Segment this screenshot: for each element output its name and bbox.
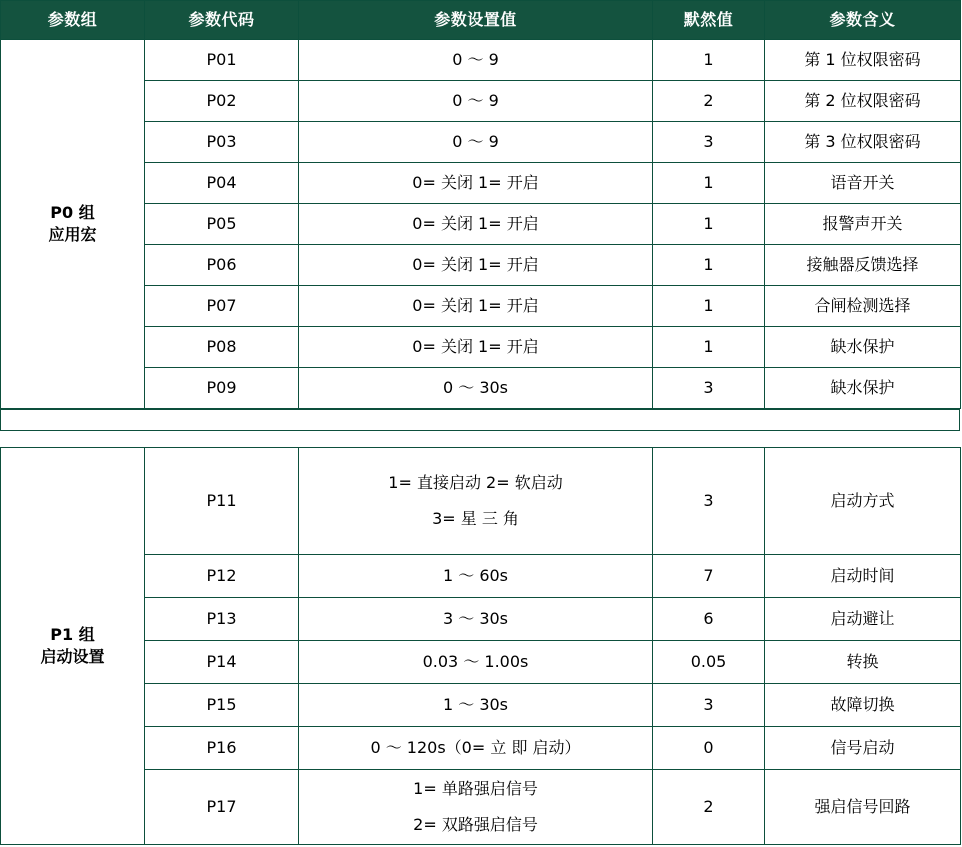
cell-code: P03 — [145, 122, 299, 163]
table-section-divider — [0, 409, 960, 431]
cell-meaning: 启动时间 — [765, 555, 961, 598]
group-label-p0-line1: P0 组 — [50, 203, 95, 223]
cell-value — [299, 770, 653, 845]
cell-code: P07 — [145, 286, 299, 327]
group-label-p1 — [1, 448, 145, 845]
cell-default: 6 — [653, 598, 765, 641]
group-label-p0 — [1, 40, 145, 409]
cell-default: 2 — [653, 81, 765, 122]
table-row — [1, 81, 961, 122]
header-param-code: 参数代码 — [145, 1, 299, 40]
table-row — [1, 555, 961, 598]
table-row — [1, 598, 961, 641]
table-header-row — [1, 1, 961, 40]
cell-meaning: 缺水保护 — [765, 368, 961, 409]
table-row — [1, 727, 961, 770]
cell-default: 1 — [653, 163, 765, 204]
table-row — [1, 448, 961, 555]
header-param-default: 默然值 — [653, 1, 765, 40]
table-row — [1, 327, 961, 368]
cell-meaning: 报警声开关 — [765, 204, 961, 245]
cell-default: 3 — [653, 368, 765, 409]
cell-code: P13 — [145, 598, 299, 641]
cell-value: 0.03 ～ 1.00s — [299, 641, 653, 684]
cell-value-line: 1= 单路强启信号 — [413, 779, 538, 799]
cell-default: 0.05 — [653, 641, 765, 684]
cell-code: P04 — [145, 163, 299, 204]
cell-meaning: 强启信号回路 — [765, 770, 961, 845]
cell-meaning: 信号启动 — [765, 727, 961, 770]
cell-code: P08 — [145, 327, 299, 368]
cell-meaning: 启动避让 — [765, 598, 961, 641]
table-row — [1, 286, 961, 327]
cell-code: P05 — [145, 204, 299, 245]
cell-value: 0 ～ 9 — [299, 81, 653, 122]
cell-meaning: 第 3 位权限密码 — [765, 122, 961, 163]
cell-code: P01 — [145, 40, 299, 81]
cell-value: 0 ～ 9 — [299, 122, 653, 163]
cell-meaning: 缺水保护 — [765, 327, 961, 368]
parameter-table-group-p0 — [0, 0, 961, 409]
table-section-whitespace — [0, 431, 960, 447]
table-row — [1, 641, 961, 684]
cell-code: P14 — [145, 641, 299, 684]
cell-meaning: 故障切换 — [765, 684, 961, 727]
cell-code: P15 — [145, 684, 299, 727]
table-body-p1 — [1, 448, 961, 845]
cell-default: 0 — [653, 727, 765, 770]
cell-code: P02 — [145, 81, 299, 122]
cell-meaning: 语音开关 — [765, 163, 961, 204]
cell-default: 2 — [653, 770, 765, 845]
cell-value: 0= 关闭 1= 开启 — [299, 245, 653, 286]
cell-code: P16 — [145, 727, 299, 770]
cell-value: 1 ～ 60s — [299, 555, 653, 598]
table-row — [1, 122, 961, 163]
table-row — [1, 684, 961, 727]
cell-value: 0 ～ 120s（0= 立 即 启动） — [299, 727, 653, 770]
cell-default: 3 — [653, 122, 765, 163]
cell-meaning: 第 2 位权限密码 — [765, 81, 961, 122]
cell-value: 0= 关闭 1= 开启 — [299, 327, 653, 368]
cell-value-line: 2= 双路强启信号 — [413, 815, 538, 834]
cell-meaning: 接触器反馈选择 — [765, 245, 961, 286]
cell-value-line: 1= 直接启动 2= 软启动 — [388, 473, 563, 493]
cell-default: 1 — [653, 286, 765, 327]
cell-value: 0= 关闭 1= 开启 — [299, 163, 653, 204]
cell-value — [299, 448, 653, 555]
cell-value: 3 ～ 30s — [299, 598, 653, 641]
table-row — [1, 245, 961, 286]
cell-meaning: 合闸检测选择 — [765, 286, 961, 327]
cell-value-line: 3= 星 三 角 — [432, 509, 519, 528]
header-param-meaning: 参数含义 — [765, 1, 961, 40]
table-row — [1, 40, 961, 81]
cell-default: 7 — [653, 555, 765, 598]
table-row — [1, 163, 961, 204]
cell-meaning: 启动方式 — [765, 448, 961, 555]
cell-code: P06 — [145, 245, 299, 286]
table-row — [1, 368, 961, 409]
group-label-p0-line2: 应用宏 — [48, 225, 97, 244]
cell-value: 0= 关闭 1= 开启 — [299, 286, 653, 327]
table-row — [1, 204, 961, 245]
cell-default: 3 — [653, 684, 765, 727]
group-label-p1-line2: 启动设置 — [40, 647, 105, 666]
cell-code: P09 — [145, 368, 299, 409]
cell-default: 1 — [653, 327, 765, 368]
cell-value: 0= 关闭 1= 开启 — [299, 204, 653, 245]
cell-default: 1 — [653, 40, 765, 81]
cell-default: 3 — [653, 448, 765, 555]
header-param-value: 参数设置值 — [299, 1, 653, 40]
cell-code: P11 — [145, 448, 299, 555]
cell-code: P17 — [145, 770, 299, 845]
parameter-table-group-p1 — [0, 447, 961, 845]
header-param-group: 参数组 — [1, 1, 145, 40]
cell-default: 1 — [653, 204, 765, 245]
cell-value: 0 ～ 9 — [299, 40, 653, 81]
table-row — [1, 770, 961, 845]
table-header — [1, 1, 961, 40]
cell-meaning: 转换 — [765, 641, 961, 684]
group-label-p1-line1: P1 组 — [50, 625, 95, 645]
cell-default: 1 — [653, 245, 765, 286]
table-body-p0 — [1, 40, 961, 409]
cell-code: P12 — [145, 555, 299, 598]
cell-value: 0 ～ 30s — [299, 368, 653, 409]
cell-meaning: 第 1 位权限密码 — [765, 40, 961, 81]
cell-value: 1 ～ 30s — [299, 684, 653, 727]
